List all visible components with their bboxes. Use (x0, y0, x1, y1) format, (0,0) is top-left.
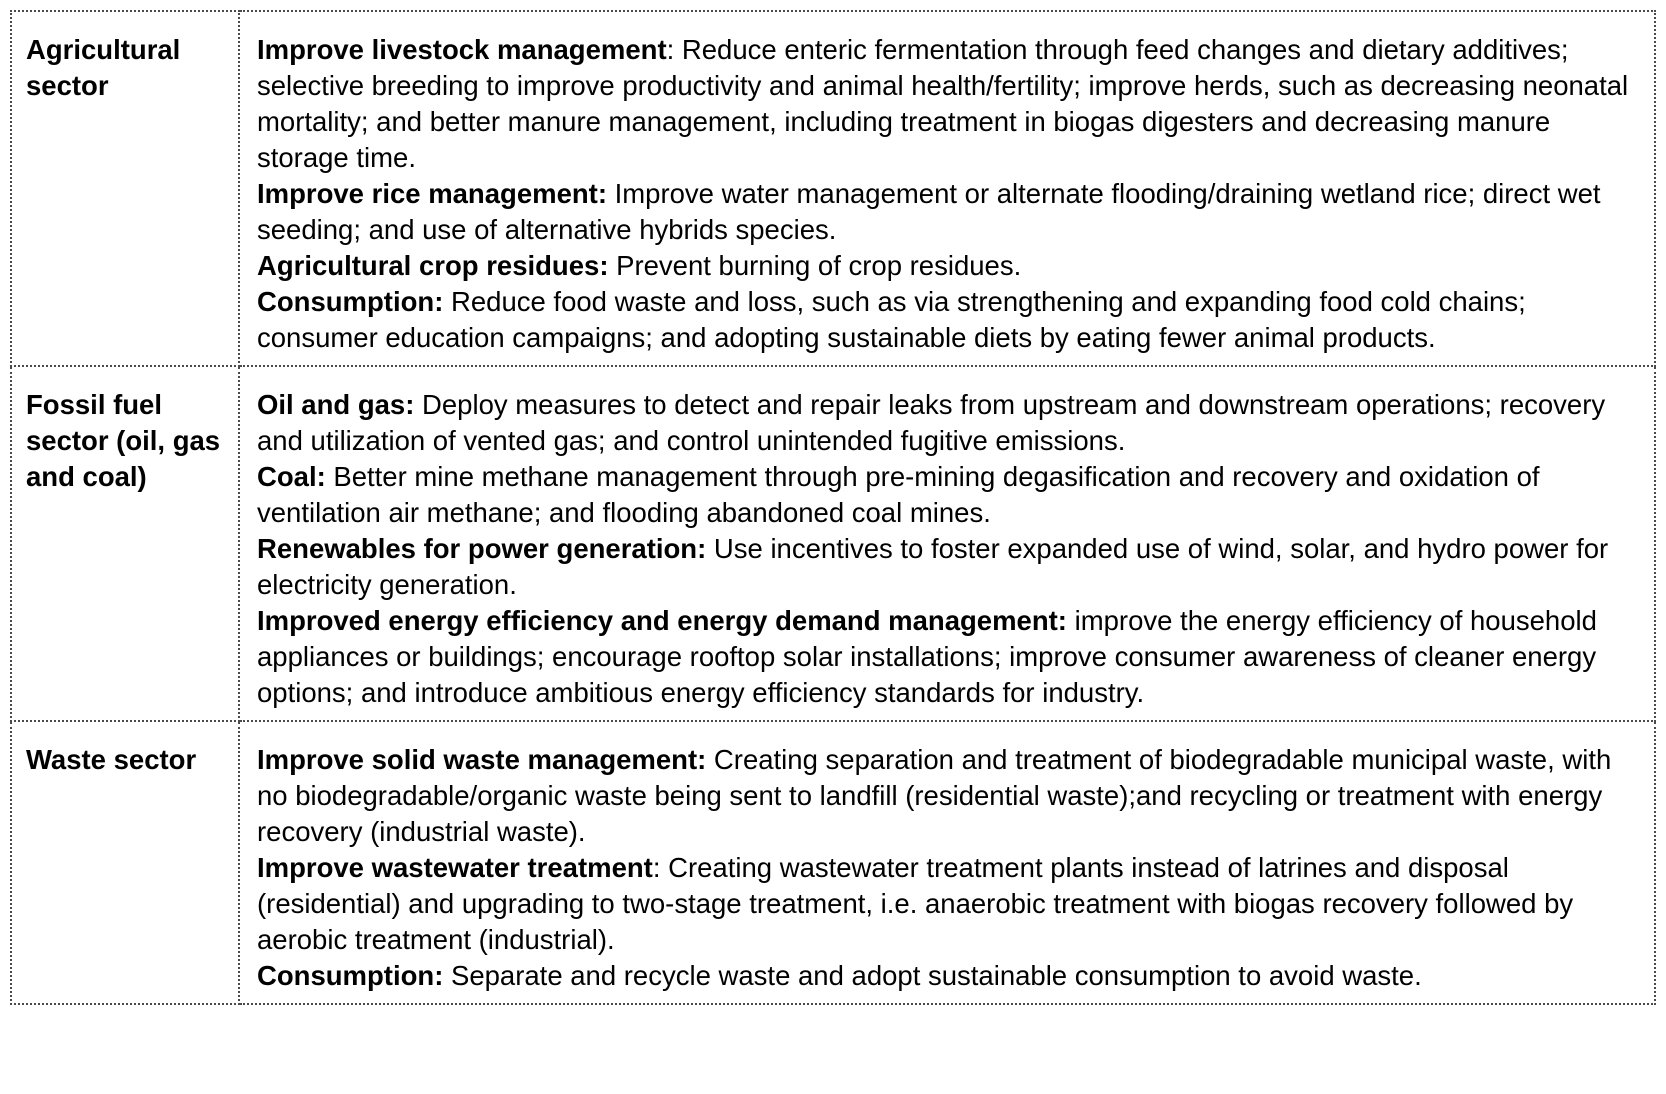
measure-text: improve the energy efficiency of household appliances or buildings; encourage rooftop solar installations; improve consumer awareness of cleaner energy options; and introduce ambitious energy efficiency standards for industry. (257, 605, 1597, 708)
measure-item (257, 742, 1642, 850)
measure-title: Coal: (257, 461, 326, 492)
measure-item (257, 958, 1642, 994)
measure-title: Consumption: (257, 286, 444, 317)
mitigation-measures-table (10, 10, 1656, 1005)
measure-text: : Reduce enteric fermentation through feed changes and dietary additives; selective breeding to improve productivity and animal health/fertility; improve herds, such as decreasing neonatal mortality; and better manure management, including treatment in biogas digesters and decreasing manure storage time. (257, 34, 1629, 173)
measure-item (257, 603, 1642, 711)
measure-text: Improve water management or alternate flooding/draining wetland rice; direct wet seeding; and use of alternative hybrids species. (257, 178, 1601, 245)
table-row-agricultural (11, 11, 1655, 366)
sector-label: Fossil fuel sector (oil, gas and coal) (11, 366, 239, 721)
measure-title: Oil and gas: (257, 389, 415, 420)
measures-cell (239, 721, 1655, 1004)
measure-text: Better mine methane management through pre-mining degasification and recovery and oxidation of ventilation air methane; and flooding abandoned coal mines. (257, 461, 1540, 528)
measure-text: Deploy measures to detect and repair leaks from upstream and downstream operations; recovery and utilization of vented gas; and control unintended fugitive emissions. (257, 389, 1606, 456)
measure-item (257, 387, 1642, 459)
measure-title: Agricultural crop residues: (257, 250, 609, 281)
table-row-waste (11, 721, 1655, 1004)
measure-item (257, 850, 1642, 958)
measure-text: Reduce food waste and loss, such as via strengthening and expanding food cold chains; consumer education campaigns; and adopting sustainable diets by eating fewer animal products. (257, 286, 1526, 353)
measure-item (257, 32, 1642, 176)
measure-text: Separate and recycle waste and adopt sustainable consumption to avoid waste. (443, 960, 1422, 991)
measures-cell (239, 11, 1655, 366)
measure-title: Improve wastewater treatment (257, 852, 653, 883)
measure-item (257, 284, 1642, 356)
measure-title: Improve solid waste management: (257, 744, 707, 775)
measure-title: Improve rice management: (257, 178, 607, 209)
measures-cell (239, 366, 1655, 721)
measure-item (257, 459, 1642, 531)
measure-title: Renewables for power generation: (257, 533, 707, 564)
measure-text: : Creating wastewater treatment plants instead of latrines and disposal (residential) and upgrading to two-stage treatment, i.e. anaerobic treatment with biogas recovery followed by aerobic treatment (industrial). (257, 852, 1574, 955)
sector-label: Waste sector (11, 721, 239, 1004)
measure-text: Use incentives to foster expanded use of wind, solar, and hydro power for electricity generation. (257, 533, 1609, 600)
measure-text: Prevent burning of crop residues. (608, 250, 1022, 281)
measure-item (257, 248, 1642, 284)
measure-item (257, 176, 1642, 248)
sector-label: Agricultural sector (11, 11, 239, 366)
measure-text: Creating separation and treatment of biodegradable municipal waste, with no biodegradable/organic waste being sent to landfill (residential waste);and recycling or treatment with energy recovery (industrial waste). (257, 744, 1612, 847)
measure-title: Improve livestock management (257, 34, 667, 65)
table-row-fossil-fuel (11, 366, 1655, 721)
measure-title: Consumption: (257, 960, 444, 991)
measure-item (257, 531, 1642, 603)
measure-title: Improved energy efficiency and energy demand management: (257, 605, 1067, 636)
